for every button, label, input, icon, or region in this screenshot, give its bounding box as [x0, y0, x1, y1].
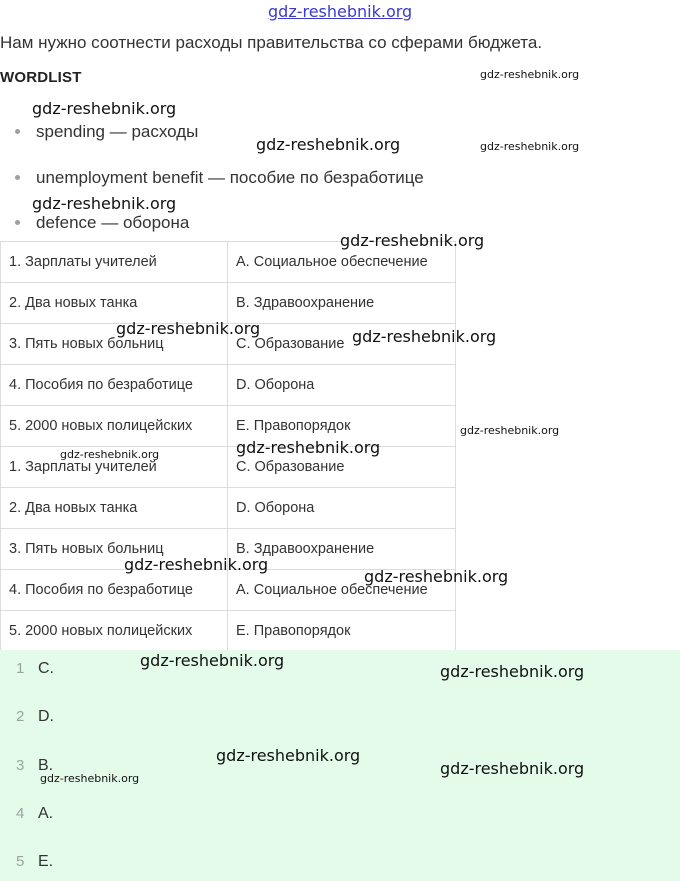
table-cell: A. Социальное обеспечение	[228, 570, 456, 611]
answer-number: 1	[16, 660, 25, 677]
watermark: gdz-reshebnik.org	[116, 319, 261, 338]
watermark: gdz-reshebnik.org	[460, 424, 560, 437]
table-row	[1, 406, 456, 447]
table-cell: D. Оборона	[228, 365, 456, 406]
table-cell: 2. Два новых танка	[1, 283, 228, 324]
watermark-link[interactable]: gdz-reshebnik.org	[268, 2, 413, 21]
table-cell: B. Здравоохранение	[228, 529, 456, 570]
table-cell: 1. Зарплаты учителей	[1, 242, 228, 283]
table-row	[1, 488, 456, 529]
answer-number: 4	[16, 805, 25, 822]
answer-value: C.	[38, 660, 54, 677]
watermark: gdz-reshebnik.org	[140, 651, 285, 670]
table-cell: C. Образование	[228, 324, 456, 365]
table-cell: D. Оборона	[228, 488, 456, 529]
answer-table	[0, 446, 456, 652]
table-cell: 5. 2000 новых полицейских	[1, 406, 228, 447]
bullet-icon	[15, 129, 20, 134]
table-cell: E. Правопорядок	[228, 406, 456, 447]
table-cell: 5. 2000 новых полицейских	[1, 611, 228, 652]
watermark: gdz-reshebnik.org	[480, 140, 580, 153]
answer-value: E.	[38, 853, 54, 870]
table-row	[1, 283, 456, 324]
wordlist-item: defence — оборона	[36, 213, 190, 232]
answer-number: 5	[16, 853, 25, 870]
watermark: gdz-reshebnik.org	[352, 327, 497, 346]
table-cell: 1. Зарплаты учителей	[1, 447, 228, 488]
watermark: gdz-reshebnik.org	[480, 68, 580, 81]
table-cell: C. Образование	[228, 447, 456, 488]
table-row	[1, 365, 456, 406]
wordlist-item: unemployment benefit — пособие по безработице	[36, 168, 424, 187]
intro-text: Нам нужно соотнести расходы правительства со сферами бюджета.	[0, 33, 543, 52]
wordlist-title: WORDLIST	[0, 69, 82, 86]
watermark: gdz-reshebnik.org	[32, 99, 177, 118]
table-cell: 3. Пять новых больниц	[1, 324, 228, 365]
watermark: gdz-reshebnik.org	[40, 772, 140, 785]
bullet-icon	[15, 175, 20, 180]
answer-value: B.	[38, 757, 54, 774]
watermark: gdz-reshebnik.org	[124, 555, 269, 574]
table-cell: 4. Пособия по безработице	[1, 365, 228, 406]
watermark: gdz-reshebnik.org	[440, 759, 585, 778]
table-cell: B. Здравоохранение	[228, 283, 456, 324]
table-row	[1, 611, 456, 652]
watermark: gdz-reshebnik.org	[256, 135, 401, 154]
table-cell: 4. Пособия по безработице	[1, 570, 228, 611]
answer-number: 2	[16, 708, 25, 725]
watermark: gdz-reshebnik.org	[364, 567, 509, 586]
wordlist-item: spending — расходы	[36, 122, 199, 141]
watermark: gdz-reshebnik.org	[440, 662, 585, 681]
table-cell: E. Правопорядок	[228, 611, 456, 652]
watermark: gdz-reshebnik.org	[32, 194, 177, 213]
watermark: gdz-reshebnik.org	[216, 746, 361, 765]
answer-number: 3	[16, 757, 25, 774]
table-cell: 3. Пять новых больниц	[1, 529, 228, 570]
answer-value: A.	[38, 805, 54, 822]
bullet-icon	[15, 220, 20, 225]
watermark: gdz-reshebnik.org	[60, 448, 160, 461]
watermark: gdz-reshebnik.org	[236, 438, 381, 457]
watermark: gdz-reshebnik.org	[340, 231, 485, 250]
table-cell: 2. Два новых танка	[1, 488, 228, 529]
answer-value: D.	[38, 708, 54, 725]
table-cell: A. Социальное обеспечение	[228, 242, 456, 283]
